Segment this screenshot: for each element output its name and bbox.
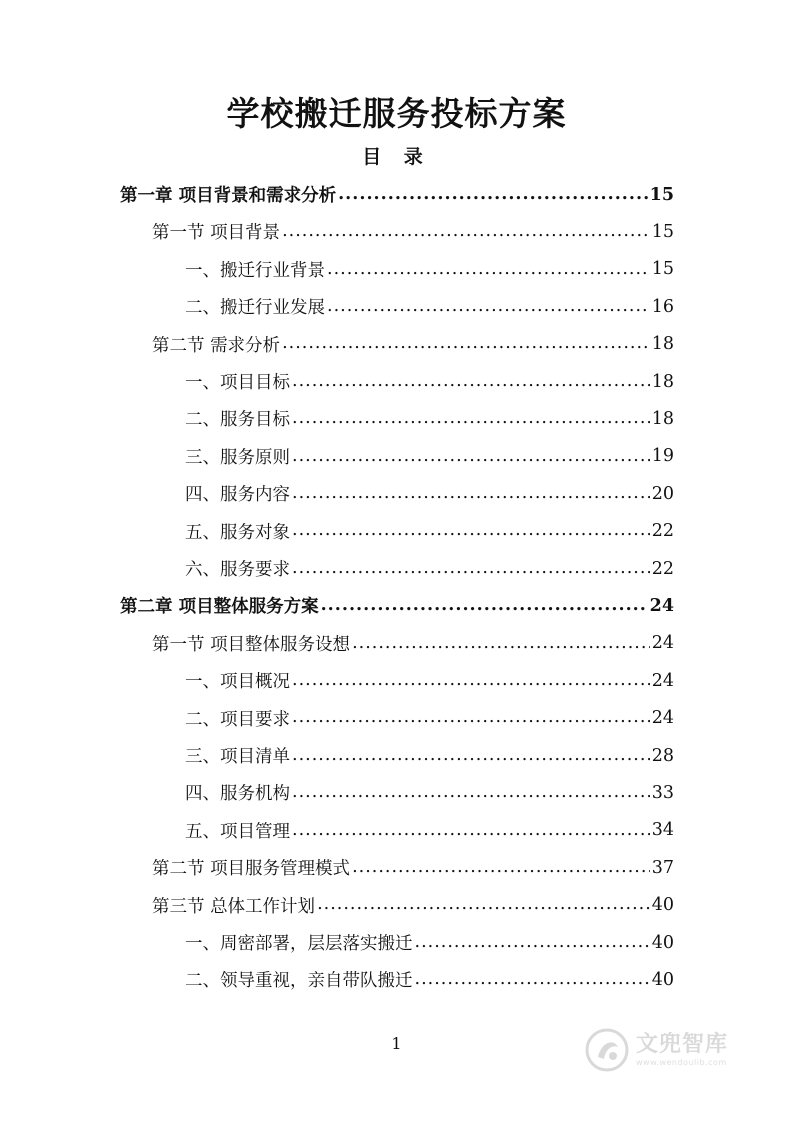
toc-entry[interactable] [185,961,674,998]
toc-leader-dots [292,373,650,391]
toc-entry-label: 第一节 项目整体服务设想 [152,634,351,655]
toc-entry[interactable] [152,849,674,886]
toc-leader-dots [338,186,648,204]
toc-entry-label: 一、项目概况 [185,672,290,693]
watermark-brand: 文兜智库 [636,1032,729,1058]
toc-entry-page: 18 [651,371,674,392]
toc-entry[interactable] [120,176,674,213]
toc-entry-page: 15 [649,184,674,205]
toc-entry-page: 40 [651,895,674,916]
toc-entry-label: 第二章 项目整体服务方案 [120,597,319,618]
toc-entry-page: 22 [651,521,674,542]
toc-leader-dots [292,747,650,765]
toc-entry-page: 37 [651,857,674,878]
page-number: 1 [391,1034,402,1053]
toc-entry-page: 16 [651,296,674,317]
toc-leader-dots [327,261,650,279]
toc-entry[interactable] [185,737,674,774]
toc-entry-page: 24 [649,595,674,616]
toc-entry-label: 二、领导重视，亲自带队搬迁 [185,971,413,992]
toc-leader-dots [327,298,650,316]
toc-entry[interactable] [185,774,674,811]
toc-entry[interactable] [152,887,674,924]
toc-entry[interactable] [185,550,674,587]
toc-entry-page: 34 [651,820,674,841]
toc-entry-label: 四、服务内容 [185,485,290,506]
toc-leader-dots [415,934,650,952]
toc-entry-label: 三、项目清单 [185,747,290,767]
toc-entry-page: 24 [651,670,674,691]
toc-leader-dots [321,597,648,615]
toc-leader-dots [292,822,650,840]
toc-leader-dots [292,709,650,727]
toc-entry[interactable] [185,288,674,325]
toc-heading: 目 录 [362,146,431,168]
toc-leader-dots [415,971,650,989]
toc-entry[interactable] [185,700,674,737]
toc-entry[interactable] [185,400,674,437]
toc-entry-label: 一、项目目标 [185,373,290,393]
toc-leader-dots [292,560,650,578]
toc-entry-label: 四、服务机构 [185,784,290,805]
toc-entry-page: 40 [651,932,674,953]
toc-entry-label: 第一章 项目背景和需求分析 [120,186,337,206]
toc-entry-page: 24 [651,633,674,654]
toc-entry-label: 一、周密部署，层层落实搬迁 [185,934,413,954]
toc-entry-page: 19 [651,446,674,467]
toc-entry-page: 20 [651,483,674,504]
toc-leader-dots [292,485,650,503]
toc-entry-label: 第三节 总体工作计划 [152,896,316,917]
toc-entry-label: 二、搬迁行业发展 [185,298,325,319]
toc-entry-label: 三、服务原则 [185,447,290,468]
toc-leader-dots [352,859,650,877]
toc-entry[interactable] [185,251,674,288]
watermark [584,1024,764,1076]
toc-entry[interactable] [185,513,674,550]
toc-entry[interactable] [152,625,674,662]
document-title: 学校搬迁服务投标方案 [226,94,567,133]
toc-entry-page: 15 [651,259,674,280]
toc-leader-dots [292,410,650,428]
toc-entry[interactable] [185,812,674,849]
toc-entry-label: 第一节 项目背景 [152,223,281,244]
toc-entry-label: 五、服务对象 [185,522,290,543]
toc-leader-dots [292,522,650,540]
toc-entry[interactable] [152,326,674,363]
toc-entry[interactable] [185,662,674,699]
toc-entry-label: 第二节 项目服务管理模式 [152,859,351,880]
wendou-logo-icon [584,1027,630,1073]
toc-entry-page: 33 [651,782,674,803]
toc-entry-label: 第二节 需求分析 [152,335,281,356]
toc-entry-page: 40 [651,969,674,990]
toc-entry[interactable] [185,438,674,475]
toc-leader-dots [292,448,650,466]
toc-leader-dots [317,896,650,914]
toc-entry-page: 18 [651,408,674,429]
toc-entry[interactable] [185,475,674,512]
toc-leader-dots [282,223,650,241]
toc-entry-label: 一、搬迁行业背景 [185,260,325,281]
toc-entry-page: 18 [651,334,674,355]
toc-entry-label: 二、项目要求 [185,709,290,730]
toc-entry[interactable] [120,587,674,624]
toc-entry[interactable] [152,213,674,250]
toc-leader-dots [352,635,650,653]
watermark-url: www.wendoulib.com [636,1057,727,1067]
toc-entry[interactable] [185,924,674,961]
toc-entry-label: 二、服务目标 [185,410,290,431]
toc-leader-dots [292,784,650,802]
toc-entry-page: 22 [651,558,674,579]
toc-entry-page: 28 [651,745,674,766]
toc-leader-dots [282,335,650,353]
toc-entry-label: 六、服务要求 [185,560,290,580]
toc-leader-dots [292,672,650,690]
toc-entry[interactable] [185,363,674,400]
toc-entry-page: 24 [651,708,674,729]
toc-entry-page: 15 [651,221,674,242]
toc-entry-label: 五、项目管理 [185,821,290,842]
